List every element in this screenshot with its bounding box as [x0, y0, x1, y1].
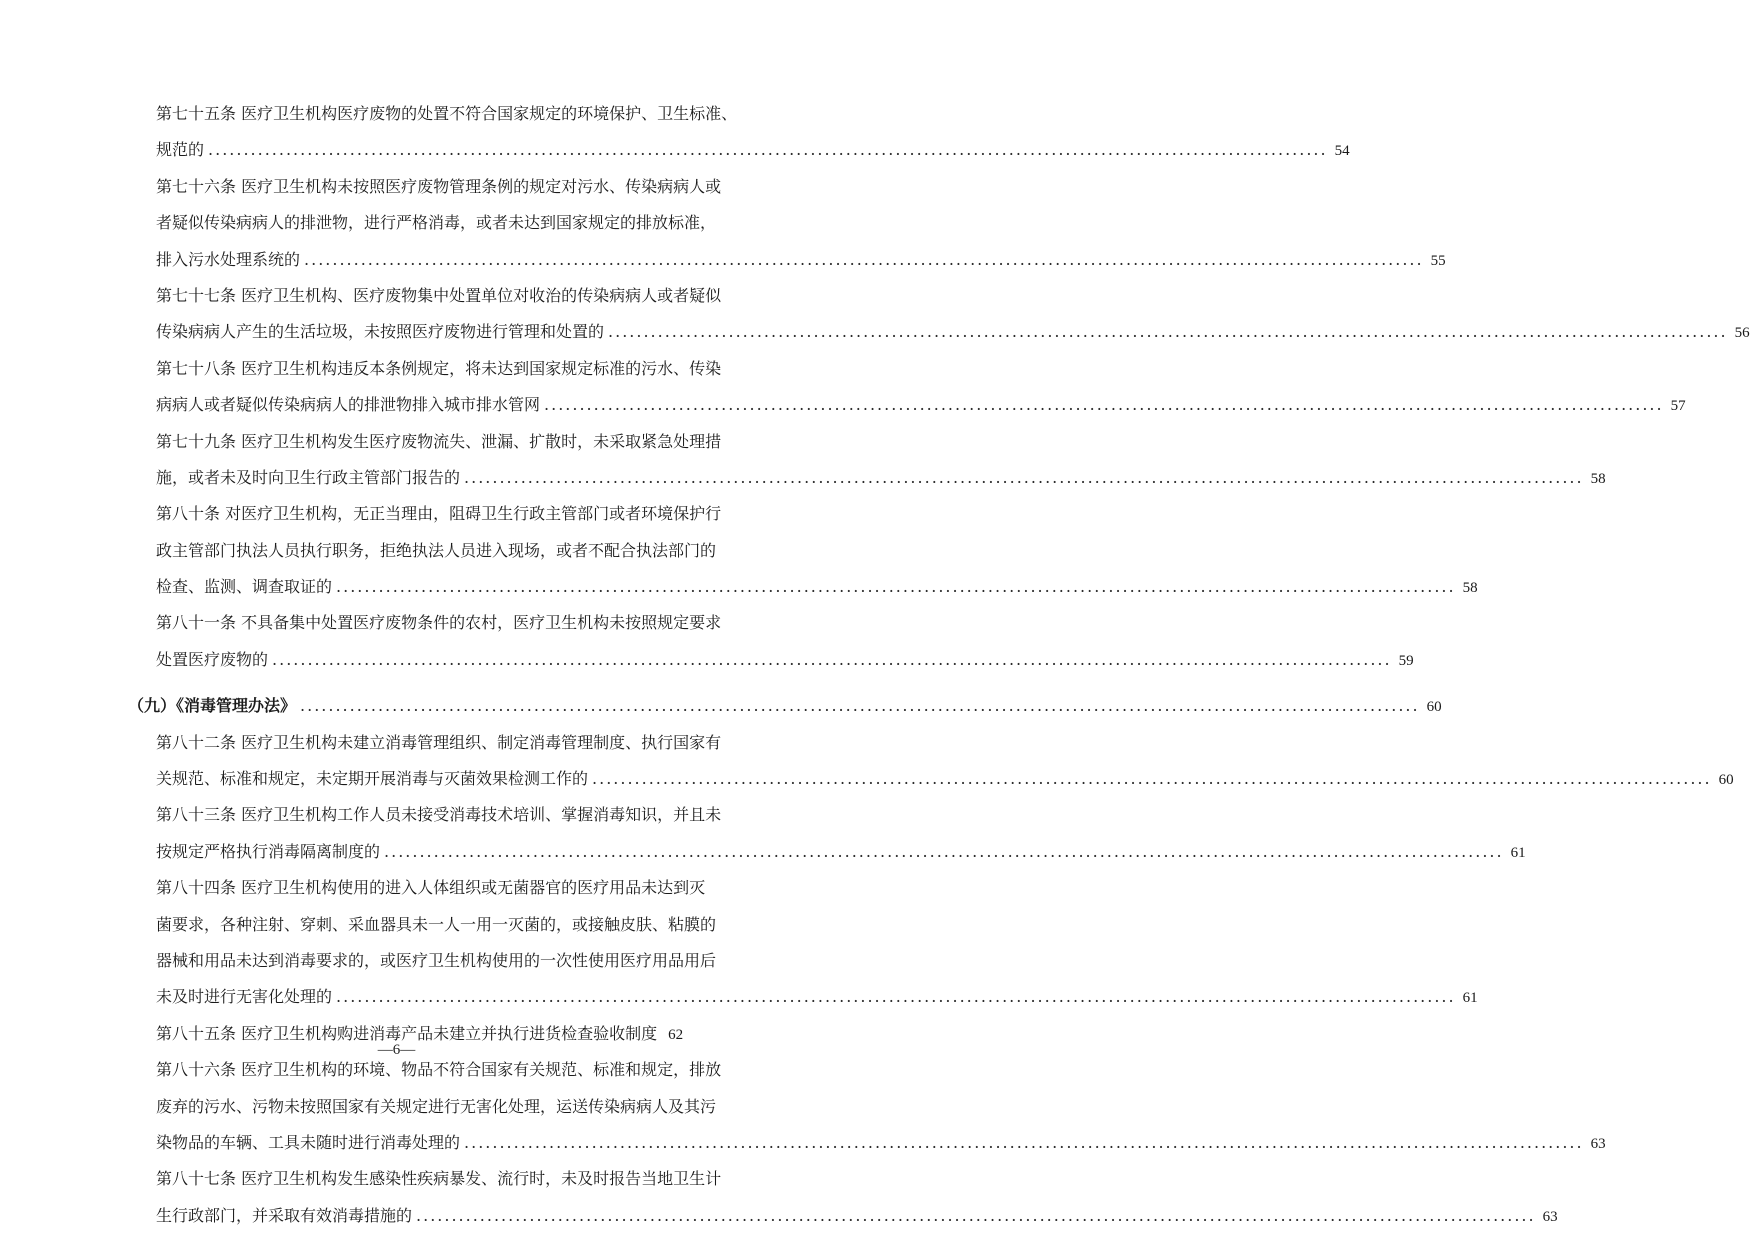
toc-page-number: 57	[1670, 398, 1686, 415]
toc-page-number: 54	[1334, 143, 1350, 160]
toc-entry-text: 第八十二条 医疗卫生机构未建立消毒管理组织、制定消毒管理制度、执行国家有	[156, 732, 722, 752]
toc-page-number: 60	[1426, 699, 1442, 716]
dot-leader: ..............................................................................................................................................................	[464, 467, 1584, 487]
toc-entry-text: 废弃的污水、污物未按照国家有关规定进行无害化处理，运送传染病病人及其污	[156, 1096, 717, 1116]
toc-entry-78[interactable]	[156, 351, 1686, 424]
toc-entry-text: 第七十五条 医疗卫生机构医疗废物的处置不符合国家规定的环境保护、卫生标准、	[156, 104, 738, 123]
toc-entry-76[interactable]	[156, 169, 1446, 278]
toc-page-number: 63	[1542, 1208, 1558, 1225]
toc-entry-text: 第八十三条 医疗卫生机构工作人员未接受消毒技术培训、掌握消毒知识，并且未	[156, 805, 722, 825]
toc-entry-text: 生行政部门，并采取有效消毒措施的	[156, 1205, 413, 1225]
toc-entry-text: 器械和用品未达到消毒要求的，或医疗卫生机构使用的一次性使用医疗用品用后	[156, 950, 717, 970]
page-number-footer: —6—	[377, 1042, 416, 1058]
toc-page-number: 58	[1590, 470, 1606, 487]
dot-leader: ..............................................................................................................................................................	[592, 769, 1712, 789]
toc-page-number: 56	[1734, 325, 1750, 342]
toc-entry-82[interactable]	[156, 725, 1734, 798]
toc-entry-text: 染物品的车辆、工具未随时进行消毒处理的	[156, 1132, 461, 1152]
dot-leader: ..............................................................................................................................................................	[464, 1132, 1584, 1152]
toc-entry-text: 第八十条 对医疗卫生机构，无正当理由，阻碍卫生行政主管部门或者环境保护行	[156, 504, 722, 524]
dot-leader: ..............................................................................................................................................................	[544, 395, 1664, 415]
toc-entry-text: 第七十八条 医疗卫生机构违反本条例规定，将未达到国家规定标准的污水、传染	[156, 358, 722, 378]
toc-entry-81[interactable]	[156, 605, 1414, 678]
dot-leader: ..............................................................................................................................................................	[272, 649, 1392, 669]
dot-leader: ..............................................................................................................................................................	[304, 249, 1424, 269]
toc-section-title: （九）《消毒管理办法》	[128, 696, 297, 716]
toc-entry-text: 第七十六条 医疗卫生机构未按照医疗废物管理条例的规定对污水、传染病病人或	[156, 176, 722, 196]
toc-page-number: 61	[1462, 990, 1478, 1007]
toc-entry-77[interactable]	[156, 278, 1750, 351]
toc-entry-text: 第八十四条 医疗卫生机构使用的进入人体组织或无菌器官的医疗用品未达到灭	[156, 878, 706, 898]
toc-entry-86[interactable]	[156, 1052, 1606, 1161]
dot-leader: ..............................................................................................................................................................	[208, 140, 1328, 160]
dot-leader: ..............................................................................................................................................................	[416, 1205, 1536, 1225]
toc-entry-75[interactable]	[156, 96, 1350, 169]
toc-entry-text: 按规定严格执行消毒隔离制度的	[156, 841, 381, 861]
toc-page-number: 60	[1718, 772, 1734, 789]
dot-leader: ..............................................................................................................................................................	[336, 577, 1456, 597]
toc-entry-text: 未及时进行无害化处理的	[156, 987, 333, 1007]
toc-entry-text: 第八十六条 医疗卫生机构的环境、物品不符合国家有关规范、标准和规定，排放	[156, 1060, 722, 1080]
toc-page-number: 63	[1590, 1135, 1606, 1152]
toc-entry-text: 第七十七条 医疗卫生机构、医疗废物集中处置单位对收治的传染病病人或者疑似	[156, 285, 722, 305]
toc-entry-text: 病病人或者疑似传染病病人的排泄物排入城市排水管网	[156, 395, 541, 415]
toc-entry-text: 关规范、标准和规定，未定期开展消毒与灭菌效果检测工作的	[156, 769, 589, 789]
toc-page-number: 62	[668, 1026, 684, 1043]
toc-page-number: 61	[1510, 844, 1526, 861]
toc-section-9[interactable]	[128, 688, 1442, 724]
dot-leader: ..............................................................................................................................................................	[384, 841, 1504, 861]
toc-entry-text: 第七十九条 医疗卫生机构发生医疗废物流失、泄漏、扩散时，未采取紧急处理措	[156, 431, 722, 451]
toc-entry-text: 排入污水处理系统的	[156, 249, 301, 269]
toc-entry-text: 政主管部门执法人员执行职务，拒绝执法人员进入现场，或者不配合执法部门的	[156, 540, 717, 560]
toc-entry-text: 第八十七条 医疗卫生机构发生感染性疾病暴发、流行时，未及时报告当地卫生计	[156, 1169, 722, 1189]
toc-page-number: 58	[1462, 580, 1478, 597]
toc-entry-text: 施，或者未及时向卫生行政主管部门报告的	[156, 467, 461, 487]
toc-entry-text: 者疑似传染病病人的排泄物，进行严格消毒，或者未达到国家规定的排放标准，	[156, 213, 717, 233]
toc-entry-text: 处置医疗废物的	[156, 649, 269, 669]
toc-entry-text: 传染病病人产生的生活垃圾，未按照医疗废物进行管理和处置的	[156, 322, 605, 342]
toc-page-number: 59	[1398, 652, 1414, 669]
table-of-contents	[128, 96, 1750, 1234]
toc-entry-79[interactable]	[156, 424, 1606, 497]
toc-entry-text: 第八十五条 医疗卫生机构购进消毒产品未建立并执行进货检查验收制度	[156, 1023, 658, 1043]
toc-entry-text: 第八十一条 不具备集中处置医疗废物条件的农村，医疗卫生机构未按照规定要求	[156, 613, 722, 633]
toc-entry-84[interactable]	[156, 870, 1478, 1016]
dot-leader: ..............................................................................................................................................................	[608, 322, 1728, 342]
toc-page-number: 55	[1430, 252, 1446, 269]
toc-entry-83[interactable]	[156, 797, 1526, 870]
toc-entry-text: 检查、监测、调查取证的	[156, 577, 333, 597]
toc-entry-87[interactable]	[156, 1161, 1558, 1234]
toc-entry-80[interactable]	[156, 496, 1478, 605]
toc-entry-text: 菌要求，各种注射、穿刺、采血器具未一人一用一灭菌的，或接触皮肤、粘膜的	[156, 914, 717, 934]
toc-entry-text: 规范的	[156, 140, 205, 160]
dot-leader: ..............................................................................................................................................................	[336, 987, 1456, 1007]
dot-leader: ..............................................................................................................................................................	[300, 696, 1420, 716]
